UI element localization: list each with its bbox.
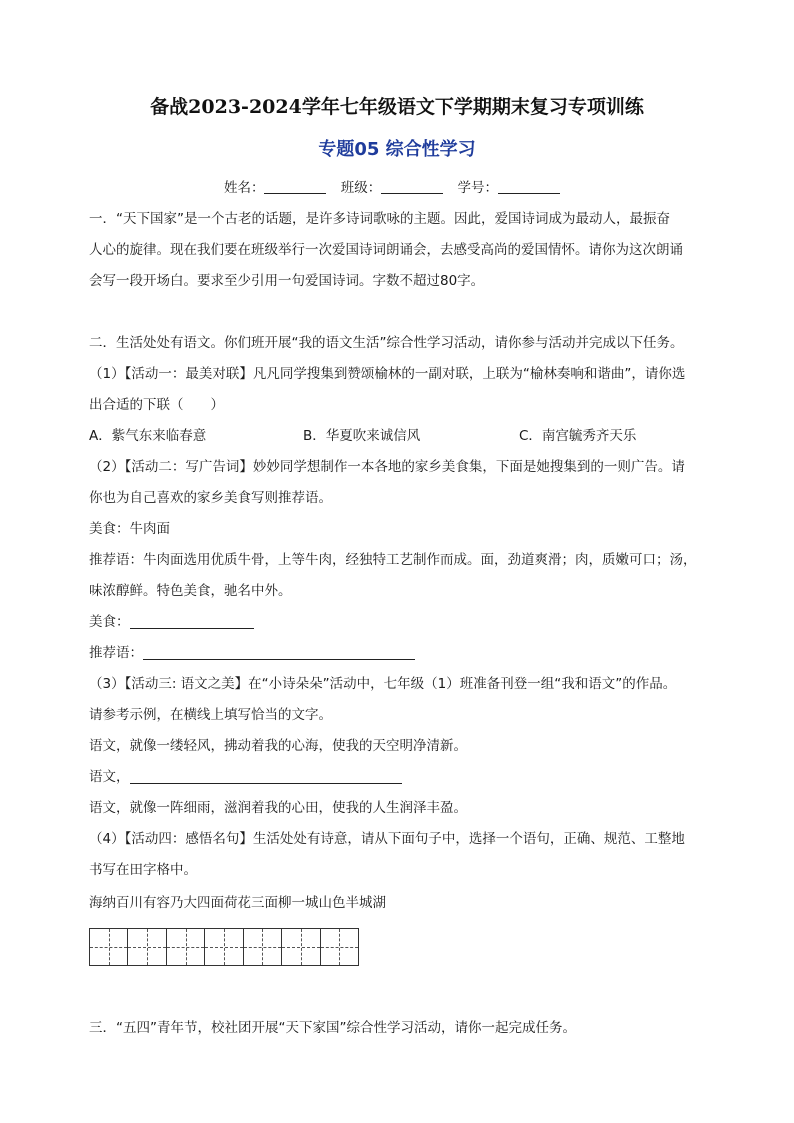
q2-activity2-line-2: 你也为自己喜欢的家乡美食写则推荐语。 — [89, 490, 332, 506]
option-c[interactable]: C．南宫毓秀齐天乐 — [519, 428, 637, 444]
q2-activity3-line-1: （3）【活动三: 语文之美】在“小诗朵朵”活动中，七年级（1）班准备刊登一组“我和语文”的作品。 — [89, 676, 677, 692]
q2-activity4-line-2: 书写在田字格中。 — [89, 862, 197, 878]
option-b[interactable]: B．华夏吹来诚信风 — [303, 428, 421, 444]
tianzige-writing-grid[interactable] — [89, 928, 359, 966]
poem-example-1: 语文，就像一缕轻风，拂动着我的心海，使我的天空明净清新。 — [89, 738, 467, 754]
poem-answer-row — [89, 768, 402, 786]
food-answer-row — [89, 613, 254, 631]
rec-answer-row — [89, 644, 415, 662]
q3-intro: 三．“五四”青年节，校社团开展“天下家国”综合性学习活动，请你一起完成任务。 — [89, 1020, 576, 1036]
poem-example-2: 语文，就像一阵细雨，滋润着我的心田，使我的人生润泽丰盈。 — [89, 800, 467, 816]
id-blank[interactable] — [498, 181, 560, 194]
recommendation-line-2: 味浓醇鲜。特色美食，驰名中外。 — [89, 583, 292, 599]
rec-answer-blank[interactable] — [143, 645, 415, 660]
option-a[interactable]: A．紫气东来临春意 — [89, 428, 207, 444]
q2-activity2-line-1: （2）【活动二：写广告词】妙妙同学想制作一本各地的家乡美食集，下面是她搜集到的一则广告。请 — [89, 459, 685, 475]
q1-line-1: 一．“天下国家”是一个古老的话题，是许多诗词歌咏的主题。因此，爱国诗词成为最动人，最振奋 — [89, 211, 670, 227]
q2-intro: 二．生活处处有语文。你们班开展“我的语文生活”综合性学习活动，请你参与活动并完成以下任务。 — [89, 335, 684, 351]
page-title: 备战2023-2024学年七年级语文下学期期末复习专项训练 — [150, 96, 644, 118]
student-info-row — [0, 176, 794, 196]
id-label: 学号： — [457, 180, 499, 196]
poem-label: 语文， — [89, 769, 130, 785]
recommendation-line-1: 推荐语：牛肉面选用优质牛骨，上等牛肉，经独特工艺制作而成。面，劲道爽滑；肉，质嫩可口；汤， — [89, 552, 697, 568]
q2-activity1-line-2: 出合适的下联（ ） — [89, 397, 224, 413]
q2-activity3-line-2: 请参考示例，在横线上填写恰当的文字。 — [89, 707, 332, 723]
q1-line-3: 会写一段开场白。要求至少引用一句爱国诗词。字数不超过80字。 — [89, 273, 485, 289]
q2-activity1-line-1: （1）【活动一：最美对联】凡凡同学搜集到赞颂榆林的一副对联，上联为“榆林奏响和谐曲”，请你选 — [89, 366, 686, 382]
grid-cell[interactable] — [205, 929, 243, 965]
food-example: 美食：牛肉面 — [89, 521, 170, 537]
poem-answer-blank[interactable] — [130, 769, 402, 784]
q2-activity4-line-1: （4）【活动四：感悟名句】生活处处有诗意，请从下面句子中，选择一个语句，正确、规范、工整地 — [89, 831, 685, 847]
grid-cell[interactable] — [282, 929, 320, 965]
grid-cell[interactable] — [128, 929, 166, 965]
food-label: 美食： — [89, 614, 130, 630]
grid-cell[interactable] — [321, 929, 358, 965]
class-blank[interactable] — [381, 181, 443, 194]
name-blank[interactable] — [264, 181, 326, 194]
name-label: 姓名： — [223, 180, 265, 196]
famous-sentences: 海纳百川有容乃大四面荷花三面柳一城山色半城湖 — [89, 895, 386, 911]
class-label: 班级： — [340, 180, 382, 196]
grid-cell[interactable] — [244, 929, 282, 965]
food-answer-blank[interactable] — [130, 614, 254, 629]
grid-cell[interactable] — [90, 929, 128, 965]
q1-line-2: 人心的旋律。现在我们要在班级举行一次爱国诗词朗诵会，去感受高尚的爱国情怀。请你为这次朗诵 — [89, 242, 683, 258]
topic-subtitle: 专题05 综合性学习 — [318, 139, 476, 160]
grid-cell[interactable] — [167, 929, 205, 965]
rec-label: 推荐语： — [89, 645, 143, 661]
